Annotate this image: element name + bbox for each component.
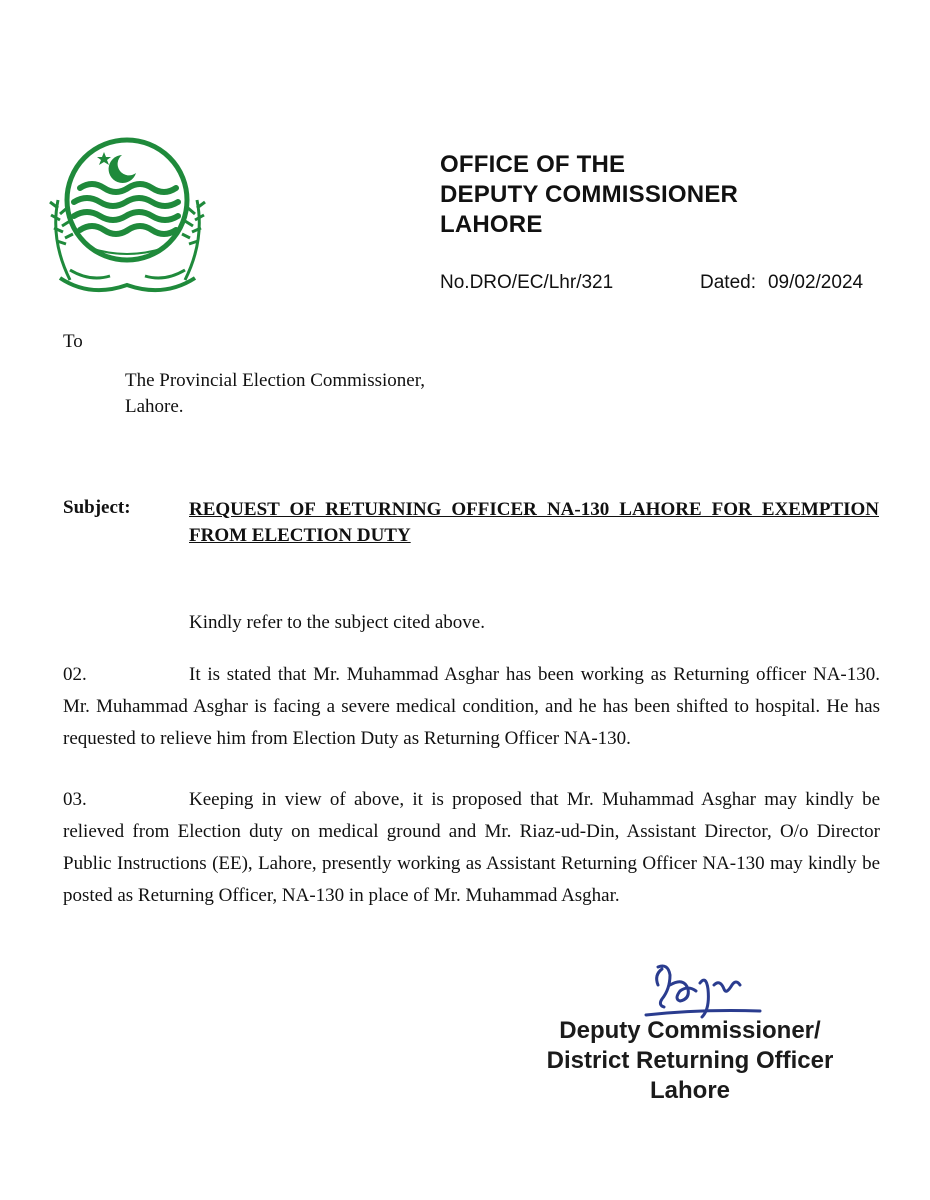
signature-line: District Returning Officer — [546, 1047, 834, 1074]
addressee-line: The Provincial Election Commissioner, — [125, 370, 426, 391]
office-line: DEPUTY COMMISSIONER — [440, 181, 739, 208]
subject-text: REQUEST OF RETURNING OFFICER NA-130 LAHORE FOR EXEMPTION FROM ELECTION DUTY — [189, 499, 879, 546]
government-of-punjab-emblem-icon — [30, 130, 225, 300]
intro-paragraph: Kindly refer to the subject cited above. — [189, 612, 485, 633]
paragraph-02 — [63, 659, 880, 755]
office-line: LAHORE — [440, 211, 543, 238]
paragraph-number: 03. — [63, 789, 87, 810]
office-line: OFFICE OF THE — [440, 151, 626, 178]
paragraph-number: 02. — [63, 664, 87, 685]
signature-block — [500, 1016, 880, 1106]
dated-line — [700, 272, 863, 294]
dated-value: 09/02/2024 — [767, 272, 864, 293]
reference-number: No.DRO/EC/Lhr/321 — [440, 272, 614, 293]
dated-label: Dated: — [700, 272, 756, 293]
paragraph-text: Keeping in view of above, it is proposed that Mr. Muhammad Asghar may kindly be relieved from Election duty on medical ground and Mr. Riaz-ud-Din, Assistant Director, O/o Director Public Instructions (EE), Lahore, presently working as Assistant Returning Officer NA-130 may kindly be posted as Returning Officer, NA-130 in place of Mr. Muhammad Asghar. — [63, 789, 880, 906]
addressee — [125, 368, 425, 420]
signature-line: Lahore — [649, 1077, 730, 1104]
signature-line: Deputy Commissioner/ — [559, 1017, 821, 1044]
paragraph-03 — [63, 784, 880, 912]
subject-label: Subject: — [63, 497, 131, 518]
office-heading — [440, 150, 860, 240]
to-label: To — [63, 331, 83, 352]
handwritten-signature-icon — [640, 955, 780, 1025]
addressee-line: Lahore. — [125, 396, 184, 417]
paragraph-text: It is stated that Mr. Muhammad Asghar has been working as Returning officer NA-130. Mr. Muhammad Asghar is facing a severe medical condition, and he has been shifted to hospital. He has requested to relieve him from Election Duty as Returning Officer NA-130. — [63, 664, 880, 749]
